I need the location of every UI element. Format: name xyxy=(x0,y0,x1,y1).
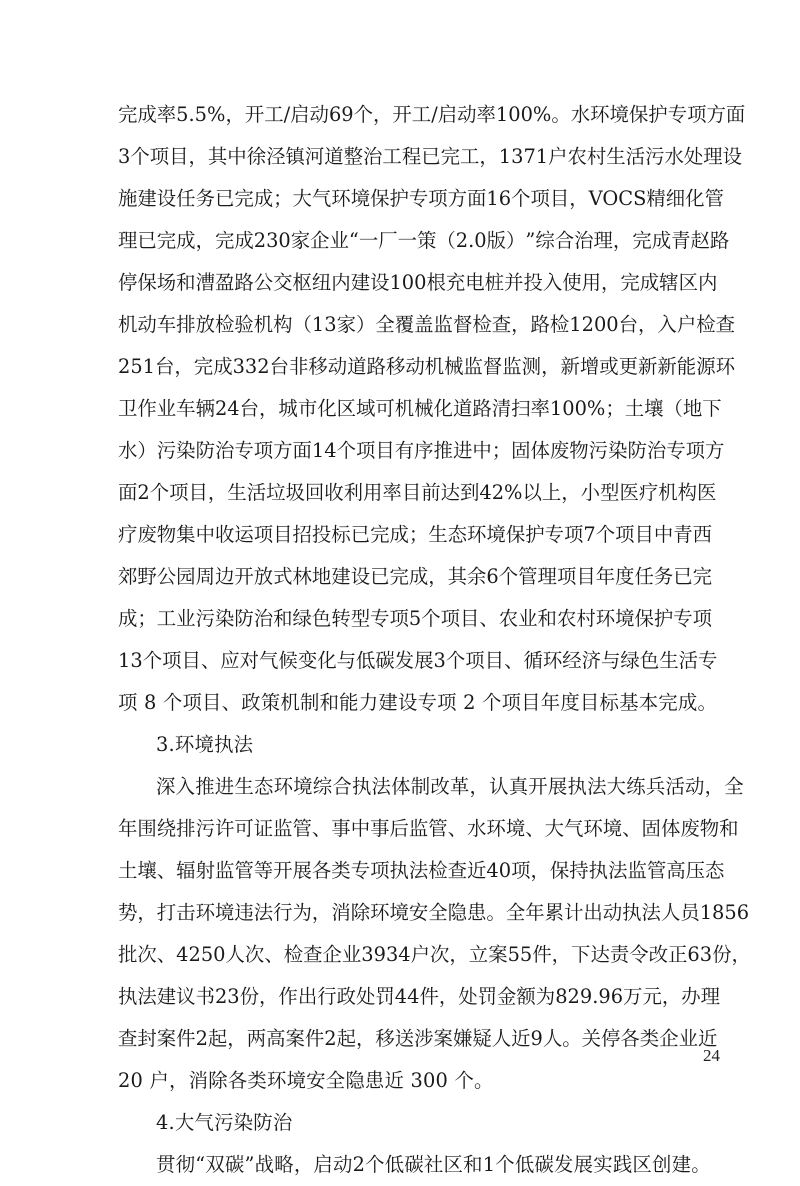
paragraph-line: 贯 彻 “ 双 碳 ” 战 略 ， 启 动 2 个 低 碳 社 区 和 1 个 低 碳 发 展 实 践 区 创 建 。 xyxy=(156,1153,711,1176)
paragraph-line: 土 壤 、 辐 射 监 管 等 开 展 各 类 专 项 执 法 检 查 近 40 项 ， 保 持 执 法 监 管 高 压 态 xyxy=(118,859,725,882)
paragraph-line: 机 动 车 排 放 检 验 机 构 （ 13 家 ） 全 覆 盖 监 督 检 查 ， 路 检 1200 台 ， 入 户 检 查 xyxy=(118,313,735,336)
paragraph-line: 20 户，消除各类环境安全隐患近 300 个。 xyxy=(118,1069,494,1092)
paragraph-line: 势 ， 打 击 环 境 违 法 行 为 ， 消 除 环 境 安 全 隐 患 。 全 年 累 计 出 动 执 法 人 员 1856 xyxy=(118,901,750,924)
paragraph-line: 3 个 项 目 ， 其 中 徐 泾 镇 河 道 整 治 工 程 已 完 工 ， 1371 户 农 村 生 活 污 水 处 理 设 xyxy=(118,145,743,168)
paragraph-line: 深 入 推 进 生 态 环 境 综 合 执 法 体 制 改 革 ， 认 真 开 展 执 法 大 练 兵 活 动 ， 全 xyxy=(156,775,744,798)
paragraph-line: 成 ； 工 业 污 染 防 治 和 绿 色 转 型 专 项 5 个 项 目 、 农 业 和 农 村 环 境 保 护 专 项 xyxy=(118,607,713,630)
paragraph-line: 面 2 个 项 目 ， 生 活 垃 圾 回 收 利 用 率 目 前 达 到 42% 以 上 ， 小 型 医 疗 机 构 医 xyxy=(118,481,717,504)
paragraph-line: 13 个 项 目 、 应 对 气 候 变 化 与 低 碳 发 展 3 个 项 目 、 循 环 经 济 与 绿 色 生 活 专 xyxy=(118,649,718,672)
section-heading-air-pollution: 4.大气污染防治 xyxy=(156,1111,293,1134)
paragraph-line: 水 ） 污 染 防 治 专 项 方 面 14 个 项 目 有 序 推 进 中 ； 固 体 废 物 污 染 防 治 专 项 方 xyxy=(118,439,725,462)
paragraph-line: 卫 作 业 车 辆 24 台 ， 城 市 化 区 域 可 机 械 化 道 路 清 扫 率 100% ； 土 壤 （ 地 下 xyxy=(118,397,722,420)
paragraph-line: 批 次 、 4250 人 次 、 检 查 企 业 3934 户 次 ， 立 案 55 件 ， 下 达 责 令 改 正 63 份 ， xyxy=(118,943,751,966)
paragraph-line: 理 已 完 成 ， 完 成 230 家 企 业 “ 一 厂 一 策 （ 2.0 版 ） ” 综 合 治 理 ， 完 成 青 赵 路 xyxy=(118,229,730,252)
paragraph-line: 郊 野 公 园 周 边 开 放 式 林 地 建 设 已 完 成 ， 其 余 6 个 管 理 项 目 年 度 任 务 已 完 xyxy=(118,565,713,588)
paragraph-line: 251 台 ， 完 成 332 台 非 移 动 道 路 移 动 机 械 监 督 监 测 ， 新 增 或 更 新 新 能 源 环 xyxy=(118,355,735,378)
paragraph-line: 施 建 设 任 务 已 完 成 ； 大 气 环 境 保 护 专 项 方 面 16 个 项 目 ， VOCS 精 细 化 管 xyxy=(118,187,724,210)
section-heading-enforcement: 3.环境执法 xyxy=(156,733,254,756)
paragraph-line: 年 围 绕 排 污 许 可 证 监 管 、 事 中 事 后 监 管 、 水 环 境 、 大 气 环 境 、 固 体 废 物 和 xyxy=(118,817,739,840)
paragraph-line: 疗 废 物 集 中 收 运 项 目 招 投 标 已 完 成 ； 生 态 环 境 保 护 专 项 7 个 项 目 中 青 西 xyxy=(118,523,713,546)
paragraph-line: 停 保 场 和 漕 盈 路 公 交 枢 纽 内 建 设 100 根 充 电 桩 并 投 入 使 用 ， 完 成 辖 区 内 xyxy=(118,271,718,294)
paragraph-line: 完 成 率 5.5% ， 开 工 / 启 动 69 个 ， 开 工 / 启 动 率 100% 。 水 环 境 保 护 专 项 方 面 xyxy=(118,103,746,126)
page-number: 24 xyxy=(703,1046,720,1065)
paragraph-line: 查 封 案 件 2 起 ， 两 高 案 件 2 起 ， 移 送 涉 案 嫌 疑 人 近 9 人 。 关 停 各 类 企 业 近 xyxy=(118,1027,718,1050)
paragraph-line: 项 8 个项目、政策机制和能力建设专项 2 个项目年度目标基本完成。 xyxy=(118,691,718,714)
paragraph-line: 执 法 建 议 书 23 份 ， 作 出 行 政 处 罚 44 件 ， 处 罚 金 额 为 829.96 万 元 ， 办 理 xyxy=(118,985,720,1008)
